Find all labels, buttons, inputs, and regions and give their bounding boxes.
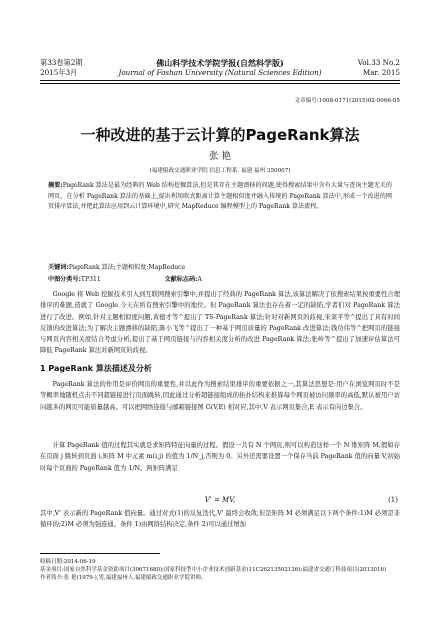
author-name: 张 艳 (208, 151, 232, 162)
journal-volume-en (358, 58, 400, 78)
article-number: 文章编号:1008-0171(2015)02-0066-05 (294, 98, 400, 104)
fund-note (40, 566, 400, 574)
header-rule-thin (40, 83, 400, 84)
date-en: Mar. 2015 (362, 68, 400, 77)
section-heading: 1 PageRank 算法描述及分析 (40, 364, 152, 373)
abstract-label: 摘要: (48, 182, 63, 189)
abstract (48, 181, 392, 213)
journal-name-en: Journal of Foshan University (Natural Sciences Edition) (118, 68, 322, 77)
body-paragraph-1: PageRank 算法的作用是评价网页的重要性,并以此作为搜索结果排序的重要依据之一,其算法思想是:用户在浏览网页时不是等概率地随机点击不同超链接进行页面跳转,因此通过分析超链接组成的拓扑结构来推算每个网页被访问频率的高低,默认被用户访问越多的网页可能质量越高。可以把网络连接与邮箱链接图 G(V,E) 相对应,其中,V 表示网页集合,E 表示有向边集合。 (40, 381, 400, 411)
journal-name-cn: 佛山科学技术学院学报(自然科学版) (156, 58, 284, 68)
clc-label: 中图分类号: (48, 276, 81, 283)
doc-code-label: 文献标志码: (164, 276, 198, 283)
clc-value: TP311 (80, 276, 101, 283)
volume-en-label: Vol.33 No.2 (357, 58, 400, 67)
issue-date: 2015年3月 (40, 68, 78, 77)
author-bio-label: 作者简介: (40, 575, 64, 582)
body-paragraph-2: 计算 PageRank 值的过程其实就是求矩阵特征向量的过程。假设一共有 N 个网页,则可以构造这样一个 N 维矩阵 M,假如存在页面 j 跳转到页面 i,矩阵 M 中元素 m(i,j) 的值为 1/N_j,否则为 0。另外还需要设置一个保存当前 PageRank 值的向量 V,初始时每个页面的 PageRank 值为 1/N。两矩阵满足 (40, 442, 400, 472)
body-paragraph-3: 其中,V' 表示新的 PageRank 值向量。通过对式(1)的反复迭代,V' 最终会收敛,但是矩阵 M 必须满足以下两个条件:1)M 必须是非循环的;2)M 必须为强连通。条件 1)由网络结构决定,条件 2)可以通过增加 (40, 510, 400, 529)
classification-row (48, 274, 202, 283)
author-bio (40, 574, 400, 582)
fund-label: 基金项目: (40, 567, 64, 574)
intro-paragraph: Google 将 Web 挖掘技术引入到互联网搜索引擎中,并提出了经典的 PageRank 算法,该算法解决了依搜索结果按重要性合理排序的难题,造就了 Google 今天在所有搜索引擎中的地位。但 PageRank 算法也存在着一定的缺陷,学者们对 PageRank 算法进行了改进。例如,针对主题相似度问题,黄德才等^提出了 TS-PageRank 算法;针对对新网页的歧视,宋莱平等^提出了具有时间反馈的改进算法;为了解决主题漂移的缺陷,陈小飞等^提出了一种基于网页质量的 PageRank 改进算法;钱功伟等^把网页的链接与网页内容相关度结合考虑分析,提出了基于网页链接与内容相关度分析的改进 PageRank 算法;张岭等^提出了加速评估算法可降低 PageRank 算法对新网页的歧视。 (40, 291, 400, 355)
equation-number: (1) (388, 496, 398, 504)
keywords (48, 263, 392, 273)
author-bio-text: 张 艳(1979-),男,福建福州人,福建船政交通职业学院讲师。 (63, 575, 207, 582)
author-affiliation: (福建船政交通职业学院 信息工程系, 福建 福州 350007) (149, 168, 291, 174)
footnotes (40, 558, 400, 583)
volume-label: 第33卷第2期 (40, 58, 83, 67)
fund-text: 国家自然科学基金资助项目(30671680);国家科技型中小企业技术创新基金(11C26213502126);福建省交通厅科技项目(2013016) (63, 567, 387, 574)
equation: V' = MV, (204, 496, 236, 504)
received-date: 收稿日期:2014-06-19 (40, 559, 96, 565)
keywords-label: 关键词: (48, 264, 69, 271)
header-rule-thick (40, 80, 400, 81)
footnote-rule (40, 553, 160, 554)
doc-code-value: A (197, 276, 202, 283)
keywords-text: PageRank 算法;主题相似度;MapReduce (68, 264, 186, 271)
abstract-text: PageRank 算法是最为经典的 Web 结构挖掘算法,但是其存在主题漂移的问题,使得搜索结果中含有大量与查询主题无关的网页。在分析 PageRank 算法的基础上,提出利用欧式距离计算主题相似度并融入传统的 PageRank 算法中,形成一个改进的网页排序算法,并把此算法应用到云计算环境中,研究 MapReduce 编程模型上的 PageRank 算法流程。 (48, 182, 393, 211)
paper-title: 一种改进的基于云计算的PageRank算法 (80, 126, 360, 144)
